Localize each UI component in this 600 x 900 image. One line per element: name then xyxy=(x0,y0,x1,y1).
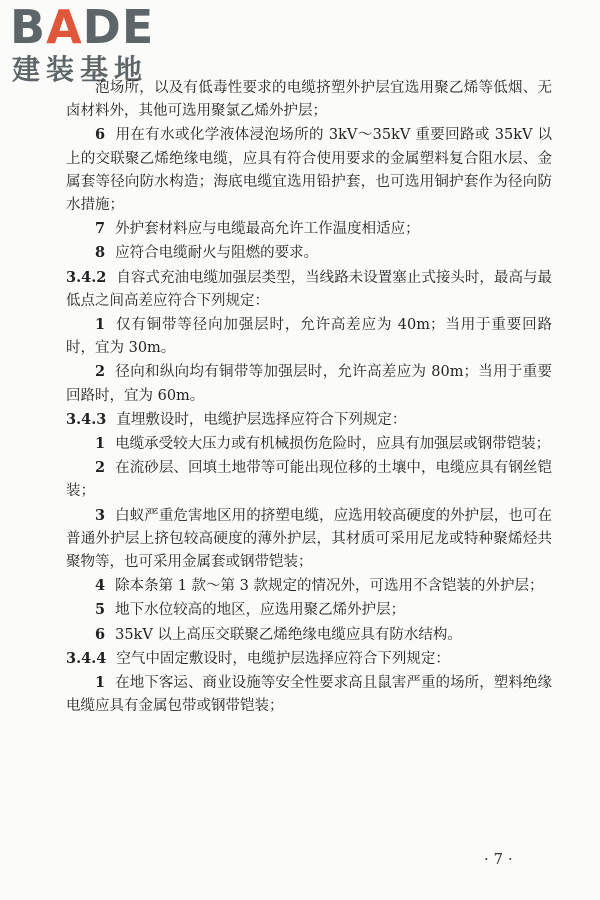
item-text: 电缆承受较大压力或有机械损伤危险时，应具有加强层或钢带铠装； xyxy=(115,436,551,453)
list-item xyxy=(66,574,552,598)
item-number: 4 xyxy=(95,577,106,595)
logo-letters-de: DE xyxy=(82,0,155,54)
clause-text: 空气中固定敷设时，电缆护层选择应符合下列规定： xyxy=(116,650,450,667)
section-clause xyxy=(66,266,552,313)
item-text: 除本条第 1 款～第 3 款规定的情况外，可选用不含铠装的外护层； xyxy=(115,578,544,595)
list-item xyxy=(66,456,552,503)
item-number: 6 xyxy=(95,625,106,643)
item-number: 5 xyxy=(95,601,106,619)
list-item xyxy=(66,313,552,360)
list-item xyxy=(66,241,552,265)
logo-subtitle: 建装基地 xyxy=(12,53,149,86)
clause-number: 3.4.4 xyxy=(66,649,107,667)
clause-number: 3.4.3 xyxy=(66,410,107,428)
list-item xyxy=(66,623,552,647)
item-number: 7 xyxy=(95,220,106,238)
page-number: · 7 · xyxy=(484,850,513,868)
clause-number: 3.4.2 xyxy=(66,268,107,286)
document-body xyxy=(66,77,552,718)
item-text: 仅有铜带等径向加强层时，允许高差应为 40m；当用于重要回路时，宜为 30m。 xyxy=(66,317,552,357)
item-number: 1 xyxy=(95,316,106,334)
list-item xyxy=(66,598,552,622)
item-number: 8 xyxy=(95,244,106,262)
logo-letter-b: B xyxy=(10,0,47,54)
brand-logo xyxy=(8,0,178,88)
item-number: 2 xyxy=(95,459,106,477)
paragraph-continuation xyxy=(66,77,552,123)
item-text: 在流砂层、回填土地带等可能出现位移的土壤中，电缆应具有钢丝铠装； xyxy=(66,460,552,500)
item-text: 用在有水或化学液体浸泡场所的 3kV～35kV 重要回路或 35kV 以上的交联聚乙烯绝缘电缆，应具有符合使用要求的金属塑料复合阻水层、金属套等径向防水构造；海底电缆宜选用铅护套，也可选用铜护套作为径向防水措施； xyxy=(66,127,552,214)
item-text: 在地下客运、商业设施等安全性要求高且鼠害严重的场所，塑料绝缘电缆应具有金属包带或钢带铠装； xyxy=(66,675,552,715)
item-number: 3 xyxy=(95,506,106,524)
item-text: 白蚁严重危害地区用的挤塑电缆，应选用较高硬度的外护层，也可在普通外护层上挤包较高硬度的薄外护层，其材质可采用尼龙或特种聚烯烃共聚物等，也可采用金属套或钢带铠装； xyxy=(66,507,552,571)
item-number: 1 xyxy=(95,674,106,692)
clause-text: 自容式充油电缆加强层类型，当线路未设置塞止式接头时，最高与最低点之间高差应符合下列规定： xyxy=(66,269,552,309)
logo-wordmark xyxy=(10,2,154,52)
item-text: 应符合电缆耐火与阻燃的要求。 xyxy=(115,245,319,262)
list-item xyxy=(66,432,552,456)
item-text: 外护套材料应与电缆最高允许工作温度相适应； xyxy=(115,221,420,238)
item-text: 35kV 以上高压交联聚乙烯绝缘电缆应具有防水结构。 xyxy=(115,626,462,643)
item-number: 2 xyxy=(95,363,106,381)
list-item xyxy=(66,123,552,217)
clause-text: 直埋敷设时，电缆护层选择应符合下列规定： xyxy=(116,411,407,428)
item-text: 径向和纵向均有铜带等加强层时，允许高差应为 80m；当用于重要回路时，宜为 60m。 xyxy=(66,364,552,404)
item-number: 6 xyxy=(95,126,106,144)
logo-letter-a: A xyxy=(46,0,83,54)
section-clause xyxy=(66,408,552,432)
item-number: 1 xyxy=(95,435,106,453)
list-item xyxy=(66,360,552,407)
paragraph-text: 泡场所，以及有低毒性要求的电缆挤塑外护层宜选用聚乙烯等低烟、无卤材料外，其他可选用聚氯乙烯外护层； xyxy=(66,80,552,120)
list-item xyxy=(66,217,552,241)
list-item xyxy=(66,504,552,575)
item-text: 地下水位较高的地区，应选用聚乙烯外护层； xyxy=(115,602,406,619)
list-item xyxy=(66,671,552,718)
section-clause xyxy=(66,647,552,671)
